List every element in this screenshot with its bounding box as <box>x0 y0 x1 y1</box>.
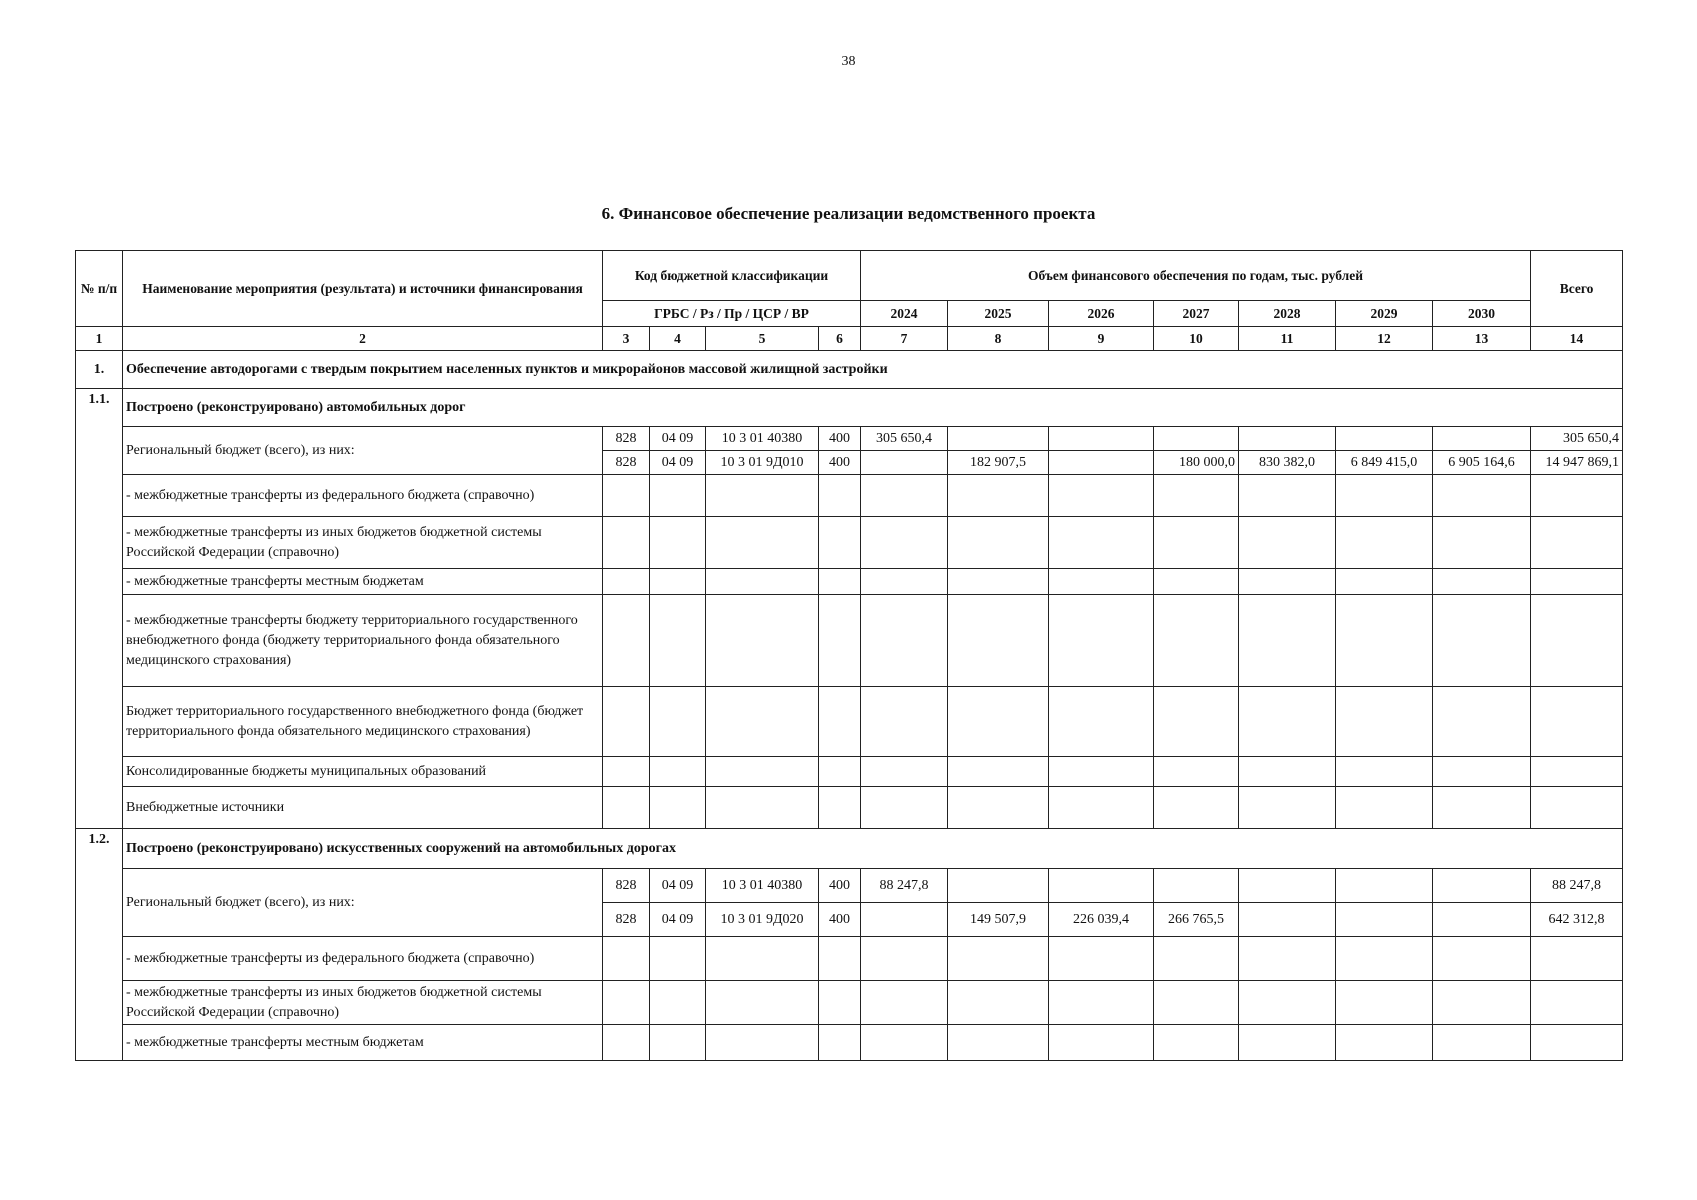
funding-source-label: Внебюджетные источники <box>123 787 603 829</box>
value-2029 <box>1336 903 1433 937</box>
value-2030: 6 905 164,6 <box>1433 451 1531 475</box>
header-year: 2024 <box>861 301 948 327</box>
funding-source-label: - межбюджетные трансферты из иных бюджетов бюджетной системы Российской Федерации (справочно) <box>123 981 603 1025</box>
value-2025 <box>948 869 1049 903</box>
vr-cell: 400 <box>819 903 861 937</box>
vr-cell: 400 <box>819 451 861 475</box>
funding-source-label: - межбюджетные трансферты из федерального бюджета (справочно) <box>123 937 603 981</box>
col-number: 13 <box>1433 327 1531 351</box>
value-total: 88 247,8 <box>1531 869 1623 903</box>
csr-cell: 10 3 01 40380 <box>706 427 819 451</box>
funding-source-label: - межбюджетные трансферты из федерального бюджета (справочно) <box>123 475 603 517</box>
col-number: 4 <box>650 327 706 351</box>
section-number: 1. <box>76 351 123 389</box>
funding-source-label: - межбюджетные трансферты бюджету территориального государственного внебюджетного фонда (бюджету территориального фонда обязательного медицинского страхования) <box>123 595 603 687</box>
value-2027: 180 000,0 <box>1154 451 1239 475</box>
rz-pr-cell: 04 09 <box>650 451 706 475</box>
header-year: 2028 <box>1239 301 1336 327</box>
value-2024 <box>861 903 948 937</box>
value-2029 <box>1336 869 1433 903</box>
header-year: 2025 <box>948 301 1049 327</box>
grbs-cell: 828 <box>603 869 650 903</box>
subsection-number: 1.1. <box>76 389 123 829</box>
rz-pr-cell: 04 09 <box>650 903 706 937</box>
regional-budget-label: Региональный бюджет (всего), из них: <box>123 427 603 475</box>
header-num: № п/п <box>76 251 123 327</box>
grbs-cell: 828 <box>603 903 650 937</box>
rz-pr-cell: 04 09 <box>650 869 706 903</box>
value-2027 <box>1154 869 1239 903</box>
col-number: 5 <box>706 327 819 351</box>
csr-cell: 10 3 01 9Д020 <box>706 903 819 937</box>
col-number: 3 <box>603 327 650 351</box>
value-2030 <box>1433 869 1531 903</box>
funding-source-label: - межбюджетные трансферты из иных бюджетов бюджетной системы Российской Федерации (справочно) <box>123 517 603 569</box>
col-number: 2 <box>123 327 603 351</box>
value-2024: 305 650,4 <box>861 427 948 451</box>
value-2026: 226 039,4 <box>1049 903 1154 937</box>
header-code-sub: ГРБС / Рз / Пр / ЦСР / ВР <box>603 301 861 327</box>
vr-cell: 400 <box>819 869 861 903</box>
value-total: 14 947 869,1 <box>1531 451 1623 475</box>
value-2025 <box>948 427 1049 451</box>
financing-table <box>75 250 1623 1061</box>
csr-cell: 10 3 01 40380 <box>706 869 819 903</box>
grbs-cell: 828 <box>603 451 650 475</box>
header-total: Всего <box>1531 251 1623 327</box>
value-2029 <box>1336 427 1433 451</box>
value-2028 <box>1239 903 1336 937</box>
col-number: 7 <box>861 327 948 351</box>
page-number: 38 <box>841 54 856 69</box>
value-2029: 6 849 415,0 <box>1336 451 1433 475</box>
value-total: 642 312,8 <box>1531 903 1623 937</box>
col-number: 11 <box>1239 327 1336 351</box>
value-2028 <box>1239 869 1336 903</box>
value-2025: 149 507,9 <box>948 903 1049 937</box>
section-title: Обеспечение автодорогами с твердым покрытием населенных пунктов и микрорайонов массовой жилищной застройки <box>123 351 1623 389</box>
col-number: 8 <box>948 327 1049 351</box>
col-number: 6 <box>819 327 861 351</box>
value-total: 305 650,4 <box>1531 427 1623 451</box>
value-2030 <box>1433 903 1531 937</box>
subsection-title: Построено (реконструировано) автомобильных дорог <box>123 389 1623 427</box>
header-code-group: Код бюджетной классификации <box>603 251 861 301</box>
col-number: 1 <box>76 327 123 351</box>
value-2026 <box>1049 869 1154 903</box>
subsection-title: Построено (реконструировано) искусственных сооружений на автомобильных дорогах <box>123 829 1623 869</box>
value-2030 <box>1433 427 1531 451</box>
value-2024 <box>861 451 948 475</box>
vr-cell: 400 <box>819 427 861 451</box>
col-number: 10 <box>1154 327 1239 351</box>
header-year: 2026 <box>1049 301 1154 327</box>
csr-cell: 10 3 01 9Д010 <box>706 451 819 475</box>
funding-source-label: Консолидированные бюджеты муниципальных образований <box>123 757 603 787</box>
funding-source-label: - межбюджетные трансферты местным бюджетам <box>123 569 603 595</box>
value-2028 <box>1239 427 1336 451</box>
value-2027 <box>1154 427 1239 451</box>
grbs-cell: 828 <box>603 427 650 451</box>
value-2024: 88 247,8 <box>861 869 948 903</box>
value-2027: 266 765,5 <box>1154 903 1239 937</box>
funding-source-label: Бюджет территориального государственного внебюджетного фонда (бюджет территориального фонда обязательного медицинского страхования) <box>123 687 603 757</box>
funding-source-label: - межбюджетные трансферты местным бюджетам <box>123 1025 603 1061</box>
value-2025: 182 907,5 <box>948 451 1049 475</box>
col-number: 9 <box>1049 327 1154 351</box>
value-2028: 830 382,0 <box>1239 451 1336 475</box>
header-volume-group: Объем финансового обеспечения по годам, тыс. рублей <box>861 251 1531 301</box>
regional-budget-label: Региональный бюджет (всего), из них: <box>123 869 603 937</box>
col-number: 14 <box>1531 327 1623 351</box>
header-year: 2030 <box>1433 301 1531 327</box>
value-2026 <box>1049 427 1154 451</box>
subsection-number: 1.2. <box>76 829 123 1061</box>
rz-pr-cell: 04 09 <box>650 427 706 451</box>
header-year: 2027 <box>1154 301 1239 327</box>
document-title: 6. Финансовое обеспечение реализации ведомственного проекта <box>601 204 1096 223</box>
value-2026 <box>1049 451 1154 475</box>
col-number: 12 <box>1336 327 1433 351</box>
header-year: 2029 <box>1336 301 1433 327</box>
header-name: Наименование мероприятия (результата) и источники финансирования <box>123 251 603 327</box>
